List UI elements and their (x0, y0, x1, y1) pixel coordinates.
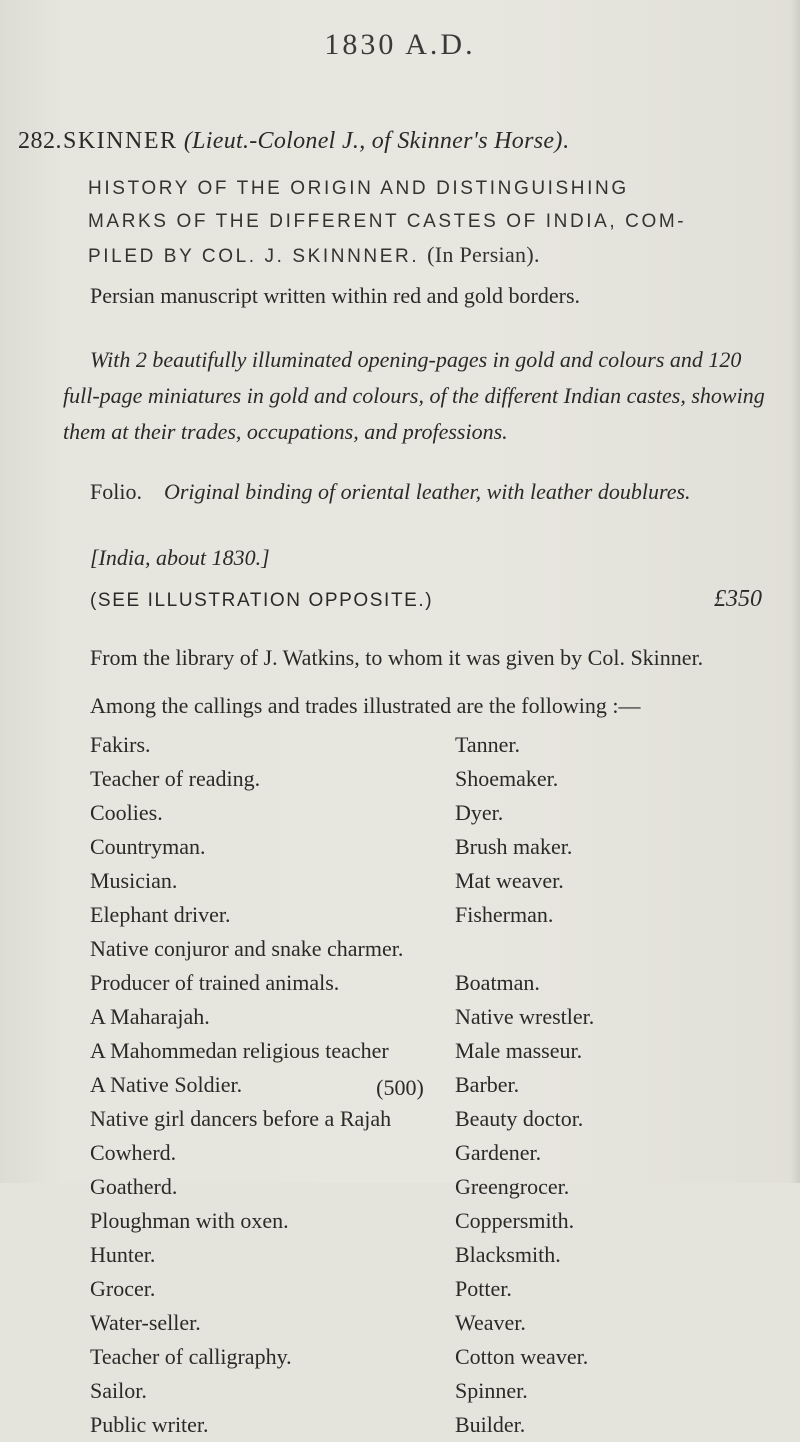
list-item: Greengrocer. (455, 1174, 570, 1199)
list-item: Weaver. (455, 1310, 526, 1335)
binding: Original binding of oriental leather, with leather doublures. (163, 479, 691, 504)
list-item: A Maharajah. (90, 1004, 210, 1029)
list-item: Brush maker. (455, 834, 573, 859)
list-item: Potter. (455, 1276, 512, 1301)
list-item: Hunter. (90, 1242, 156, 1267)
list-item (455, 932, 755, 966)
list-item: Public writer. (90, 1412, 209, 1437)
heading-name: SKINNER (63, 128, 178, 154)
list-item: Blacksmith. (455, 1242, 561, 1267)
book-title (88, 172, 788, 273)
list-item: Shoemaker. (455, 766, 559, 791)
list-item: Dyer. (455, 800, 504, 825)
title-line-3 (88, 238, 788, 273)
list-item: Spinner. (455, 1378, 528, 1403)
list-item: Countryman. (90, 834, 206, 859)
price: £350 (714, 586, 762, 612)
see-illustration-note: (SEE ILLUSTRATION OPPOSITE.) (90, 590, 434, 611)
page-edge-shadow (790, 0, 800, 1183)
list-item: Native girl dancers before a Rajah (90, 1106, 392, 1131)
list-item: Male masseur. (455, 1038, 583, 1063)
illustrations-description: With 2 beautifully illuminated opening-pages in gold and colours and 120 full-page miniatures in gold and colours, of the different Indian castes, showing them at their trades, occupations, and professions. (63, 347, 765, 444)
list-item: Grocer. (90, 1276, 156, 1301)
list-item: Water-seller. (90, 1310, 201, 1335)
list-item: Teacher of reading. (90, 766, 261, 791)
attribution: [India, about 1830.] (90, 545, 270, 570)
list-item: Coolies. (90, 800, 163, 825)
list-item: Ploughman with oxen. (90, 1208, 289, 1233)
title-language: (In Persian). (427, 242, 540, 267)
provenance: From the library of J. Watkins, to whom it was given by Col. Skinner. (90, 645, 704, 670)
lot-heading (63, 128, 783, 155)
list-item: Boatman. (455, 970, 540, 995)
list-item: Mat weaver. (455, 868, 564, 893)
list-item: Tanner. (455, 732, 521, 757)
list-item: Coppersmith. (455, 1208, 575, 1233)
list-item: Cotton weaver. (455, 1344, 589, 1369)
list-item: A Mahommedan religious teacher (90, 1038, 389, 1063)
list-item: Fisherman. (455, 902, 554, 927)
list-item: Sailor. (90, 1378, 147, 1403)
manuscript-description: Persian manuscript written within red and gold borders. (90, 283, 581, 308)
lot-number: 282. (18, 128, 62, 154)
list-item: Goatherd. (90, 1174, 178, 1199)
list-item: Barber. (455, 1072, 520, 1097)
list-item: Native conjuror and snake charmer. (90, 936, 404, 961)
heading-end: . (562, 128, 569, 154)
running-head: 1830 A.D. (324, 28, 476, 61)
list-item: Gardener. (455, 1140, 542, 1165)
format-binding (63, 474, 783, 510)
list-item: Beauty doctor. (455, 1106, 584, 1131)
format: Folio. (90, 479, 142, 504)
page-number: (500) (376, 1075, 424, 1100)
title-line-2: MARKS OF THE DIFFERENT CASTES OF INDIA, COM- (88, 211, 687, 232)
title-line-1: HISTORY OF THE ORIGIN AND DISTINGUISHING (88, 178, 629, 199)
list-item: A Native Soldier. (90, 1072, 243, 1097)
list-item: Builder. (455, 1412, 526, 1437)
list-item: Cowherd. (90, 1140, 177, 1165)
list-item: Elephant driver. (90, 902, 231, 927)
title-last-caps: PILED BY COL. J. SKINNNER. (88, 246, 420, 267)
list-item: Native wrestler. (455, 1004, 595, 1029)
list-item: Producer of trained animals. (90, 970, 340, 995)
list-item: Musician. (90, 868, 178, 893)
list-item: Teacher of calligraphy. (90, 1344, 292, 1369)
list-item: Fakirs. (90, 732, 151, 757)
heading-italic: (Lieut.-Colonel J., of Skinner's Horse) (183, 128, 563, 154)
callings-intro: Among the callings and trades illustrated are the following :— (90, 693, 641, 718)
